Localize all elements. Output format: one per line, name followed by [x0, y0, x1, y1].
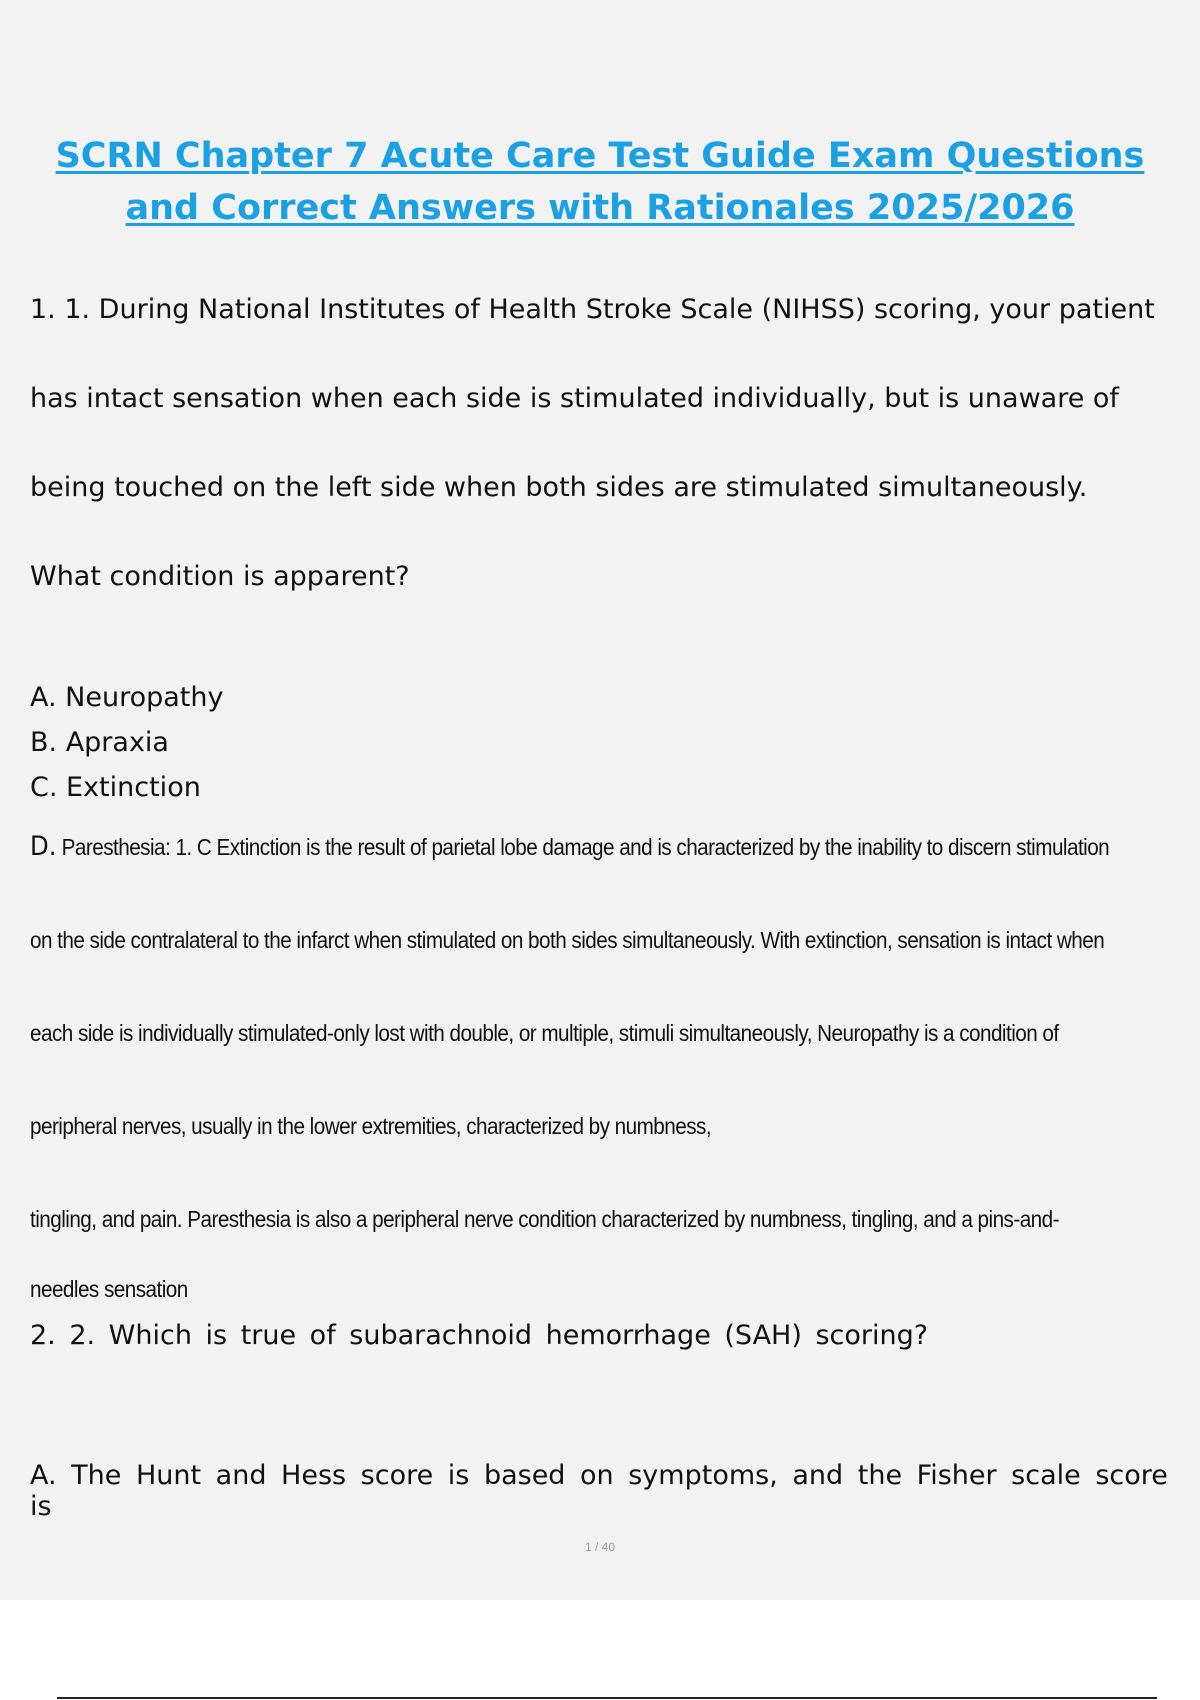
document-title: [0, 130, 1200, 234]
option-b: B. Apraxia: [30, 727, 169, 758]
page-number: 1 / 40: [584, 1540, 616, 1554]
option-c: C. Extinction: [30, 772, 201, 803]
rationale-line: peripheral nerves, usually in the lower extremities, characterized by numbness,: [30, 1113, 712, 1139]
rationale-line: on the side contralateral to the infarct when stimulated on both sides simultaneously. With extinction, sensation is intact when: [30, 927, 1105, 953]
title-line-1: SCRN Chapter 7 Acute Care Test Guide Exam Questions: [55, 136, 1145, 176]
question-1-line: being touched on the left side when both sides are stimulated simultaneously.: [30, 472, 1088, 503]
title-line-2: and Correct Answers with Rationales 2025/2026: [125, 188, 1075, 228]
rationale-line: tingling, and pain. Paresthesia is also a peripheral nerve condition characterized by numbness, tingling, and a pins-and-: [30, 1206, 1059, 1232]
question-1-line: 1. 1. During National Institutes of Health Stroke Scale (NIHSS) scoring, your patient: [30, 294, 1155, 325]
page-divider: [57, 1697, 1157, 1699]
question-1-options: [30, 675, 223, 810]
question-1-rationale: [30, 833, 1191, 1303]
rationale-line: each side is individually stimulated-only lost with double, or multiple, stimuli simultaneously, Neuropathy is a condition of: [30, 1020, 1059, 1046]
question-1: [30, 295, 1180, 651]
question-1-line: What condition is apparent?: [30, 561, 410, 592]
option-d-letter: D.: [30, 831, 57, 862]
rationale-line: needles sensation: [30, 1276, 188, 1302]
rationale-line: Paresthesia: 1. C Extinction is the result of parietal lobe damage and is characterized by the inability to discern stimulation: [61, 834, 1110, 860]
question-2-option-a: A. The Hunt and Hess score is based on symptoms, and the Fisher scale score is: [30, 1460, 1168, 1522]
option-a: A. Neuropathy: [30, 682, 224, 713]
question-1-line: has intact sensation when each side is stimulated individually, but is unaware of: [30, 383, 1119, 414]
question-2: 2. 2. Which is true of subarachnoid hemorrhage (SAH) scoring?: [30, 1320, 929, 1351]
